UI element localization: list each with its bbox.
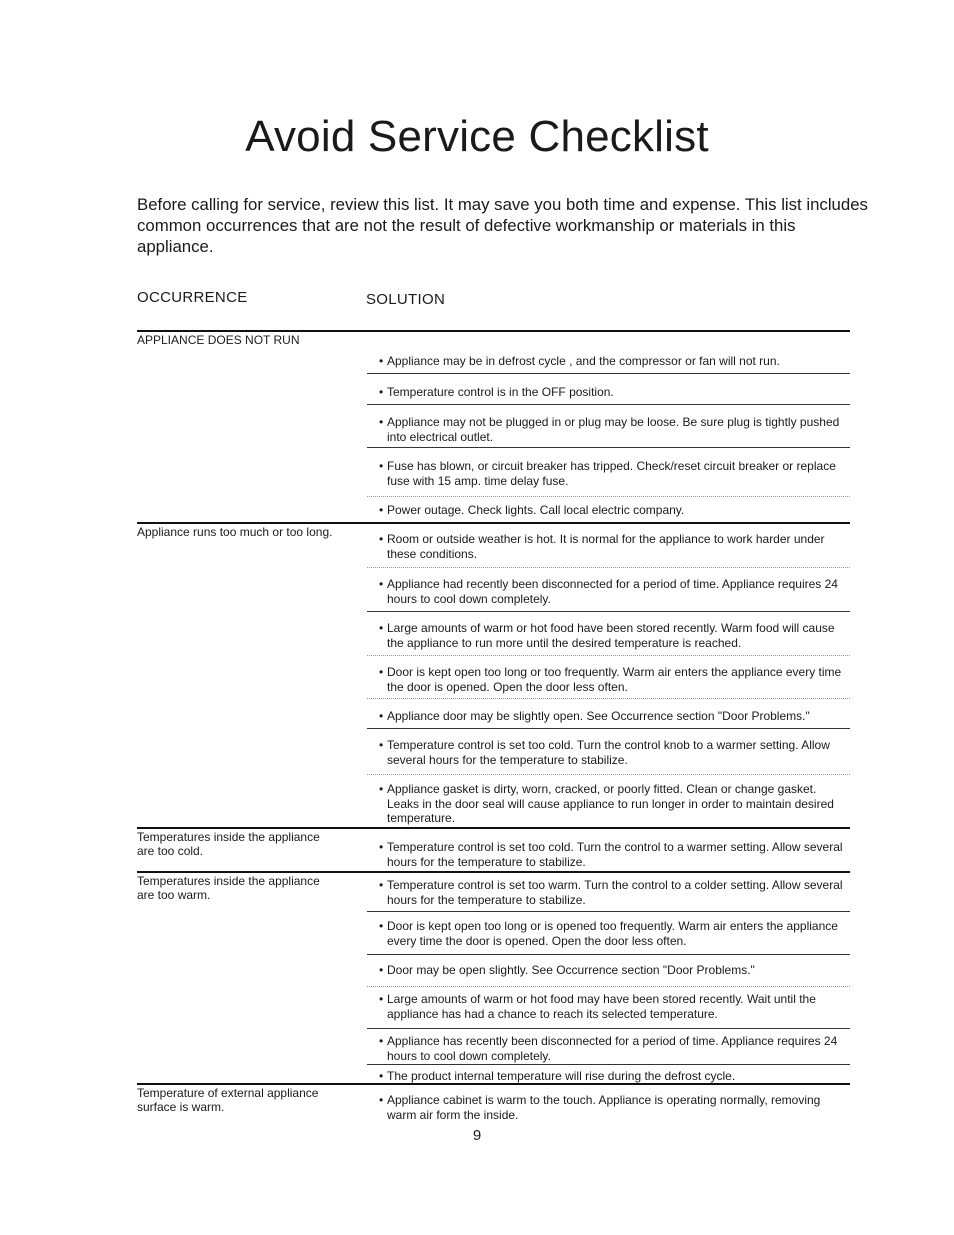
row-divider xyxy=(367,404,850,405)
solution-item: • Large amounts of warm or hot food have been stored recently. Warm food will cause the appliance to run more until the desired temperature is reached. xyxy=(379,621,835,650)
solution-item: • Door is kept open too long or too frequently. Warm air enters the appliance every time the door is opened. Open the door less often. xyxy=(379,665,842,694)
solution-item: • Door may be open slightly. See Occurrence section "Door Problems." xyxy=(379,963,755,977)
row-divider xyxy=(367,954,850,955)
solution-item: • The product internal temperature will rise during the defrost cycle. xyxy=(379,1069,736,1083)
row-divider xyxy=(367,698,850,699)
page-number: 9 xyxy=(472,1127,482,1144)
checklist-section xyxy=(137,330,850,522)
solution-item: • Appliance may be in defrost cycle , and the compressor or fan will not run. xyxy=(379,354,780,368)
row-divider xyxy=(367,1028,850,1029)
solution-item: • Room or outside weather is hot. It is normal for the appliance to work harder under these conditions. xyxy=(379,532,825,561)
occurrence-label: Temperature of external appliance surface is warm. xyxy=(137,1086,319,1114)
occurrence-label: Temperatures inside the appliance are too cold. xyxy=(137,830,320,858)
row-divider xyxy=(367,567,850,568)
row-divider xyxy=(367,1064,850,1065)
solution-item: • Door is kept open too long or is opened too frequently. Warm air enters the appliance every time the door is opened. Open the door less often. xyxy=(379,919,838,948)
row-divider xyxy=(367,655,850,656)
intro-paragraph: Before calling for service, review this list. It may save you both time and expense. This list includes common occurrences that are not the result of defective workmanship or materials in this appliance. xyxy=(137,195,868,256)
row-divider xyxy=(367,447,850,448)
occurrence-column-header: OCCURRENCE xyxy=(137,289,248,306)
row-divider xyxy=(367,611,850,612)
solution-item: • Fuse has blown, or circuit breaker has tripped. Check/reset circuit breaker or replace fuse with 15 amp. time delay fuse. xyxy=(379,459,836,488)
occurrence-label: Appliance runs too much or too long. xyxy=(137,525,333,539)
solution-item: • Temperature control is set too cold. Turn the control to a warmer setting. Allow several hours for the temperature to stabilize. xyxy=(379,840,843,869)
row-divider xyxy=(367,911,850,912)
solution-item: • Appliance had recently been disconnected for a period of time. Appliance requires 24 hours to cool down completely. xyxy=(379,577,838,606)
row-divider xyxy=(367,986,850,987)
checklist-section xyxy=(137,522,850,829)
solution-item: • Appliance gasket is dirty, worn, cracked, or poorly fitted. Clean or change gasket. Leaks in the door seal will cause appliance to run longer in order to maintain desired temperature. xyxy=(379,782,834,825)
occurrence-label: Temperatures inside the appliance are too warm. xyxy=(137,874,320,902)
solution-item: • Temperature control is in the OFF position. xyxy=(379,385,614,399)
row-divider xyxy=(367,728,850,729)
solution-item: • Power outage. Check lights. Call local electric company. xyxy=(379,503,685,517)
solution-item: • Appliance has recently been disconnected for a period of time. Appliance requires 24 hours to cool down completely. xyxy=(379,1034,838,1063)
solution-item: • Appliance may not be plugged in or plug may be loose. Be sure plug is tightly pushed into electrical outlet. xyxy=(379,415,840,444)
solution-item: • Appliance cabinet is warm to the touch. Appliance is operating normally, removing warm air form the inside. xyxy=(379,1093,821,1122)
page-title: Avoid Service Checklist xyxy=(245,112,709,161)
solution-item: • Appliance door may be slightly open. See Occurrence section "Door Problems." xyxy=(379,709,810,723)
solution-item: • Temperature control is set too cold. Turn the control knob to a warmer setting. Allow several hours for the temperature to stabilize. xyxy=(379,738,830,767)
checklist-section xyxy=(137,1083,850,1127)
checklist-section xyxy=(137,827,850,872)
row-divider xyxy=(367,774,850,775)
row-divider xyxy=(367,373,850,374)
occurrence-label: APPLIANCE DOES NOT RUN xyxy=(137,333,300,347)
solution-column-header: SOLUTION xyxy=(366,291,446,308)
row-divider xyxy=(367,496,850,497)
checklist-section xyxy=(137,871,850,1084)
solution-item: • Large amounts of warm or hot food may have been stored recently. Wait until the appliance has had a chance to reach its selected temperature. xyxy=(379,992,816,1021)
solution-item: • Temperature control is set too warm. Turn the control to a colder setting. Allow several hours for the temperature to stabilize. xyxy=(379,878,843,907)
